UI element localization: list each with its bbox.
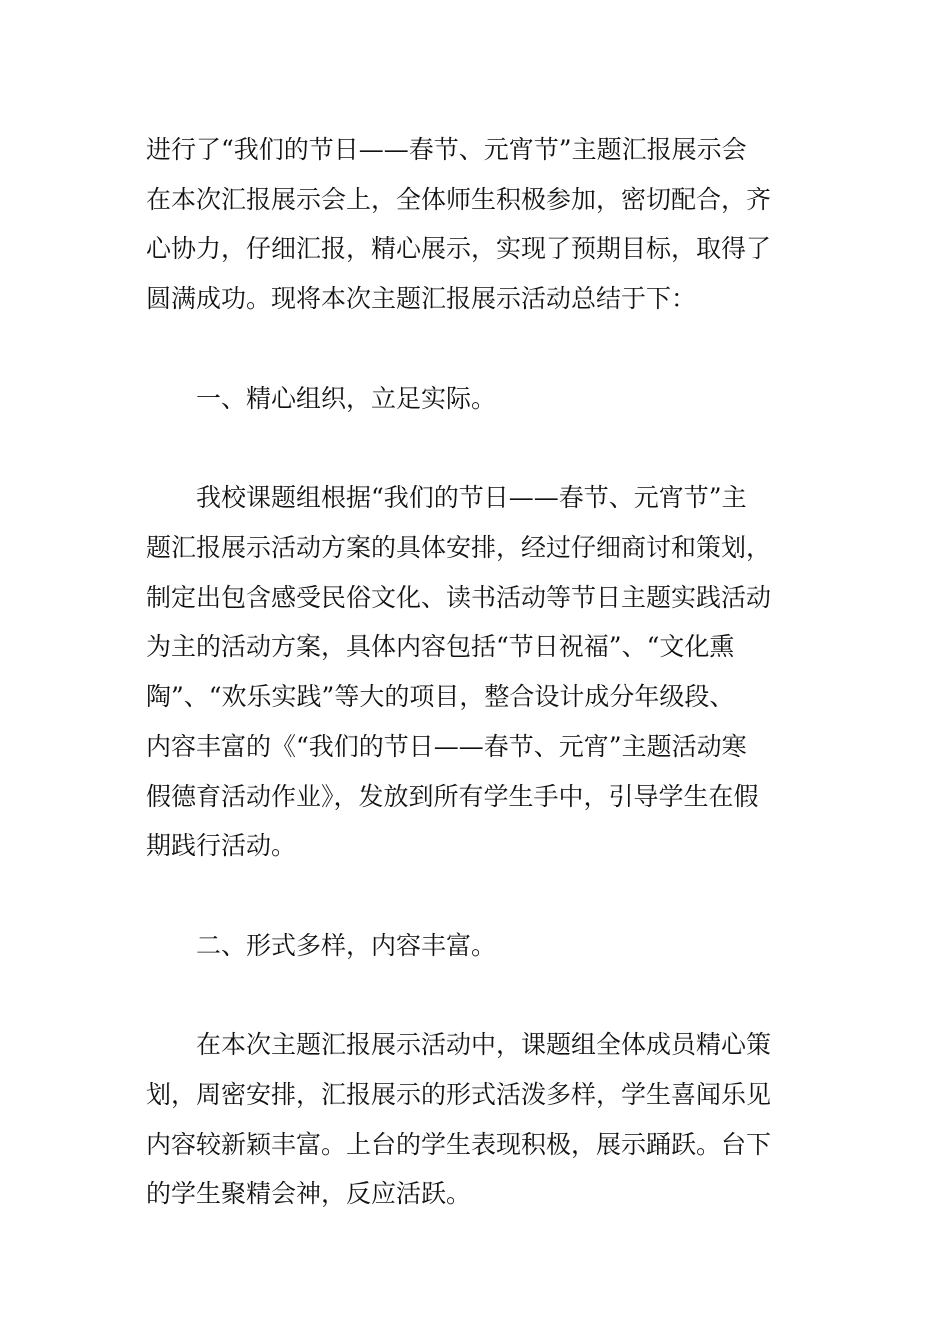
- text-line: 心协力，仔细汇报，精心展示，实现了预期目标，取得了: [146, 234, 772, 263]
- section-heading-1: 一、精心组织，立足实际。: [196, 384, 497, 413]
- text-line: 我校课题组根据“我们的节日——春节、元宵节”主: [196, 483, 747, 512]
- text-line: 划，周密安排，汇报展示的形式活泼多样，学生喜闻乐见: [146, 1080, 772, 1109]
- text-line: 圆满成功。现将本次主题汇报展示活动总结于下：: [146, 284, 697, 313]
- text-line: 的学生聚精会神，反应活跃。: [146, 1179, 472, 1208]
- text-line: 陶”、“欢乐实践”等大的项目，整合设计成分年级段、: [146, 682, 735, 711]
- text-line: 制定出包含感受民俗文化、读书活动等节日主题实践活动: [146, 583, 772, 612]
- text-line: 在本次汇报展示会上，全体师生积极参加，密切配合，齐: [146, 185, 772, 214]
- section-heading-2: 二、形式多样，内容丰富。: [196, 931, 497, 960]
- text-line: 内容较新颖丰富。上台的学生表现积极，展示踊跃。台下: [146, 1130, 772, 1159]
- text-line: 在本次主题汇报展示活动中，课题组全体成员精心策: [196, 1030, 772, 1059]
- text-line: 题汇报展示活动方案的具体安排，经过仔细商讨和策划，: [146, 533, 772, 562]
- text-line: 内容丰富的《“我们的节日——春节、元宵”主题活动寒: [146, 732, 747, 761]
- text-line: 假德育活动作业》，发放到所有学生手中，引导学生在假: [146, 782, 759, 811]
- text-line: 进行了“我们的节日——春节、元宵节”主题汇报展示会: [146, 135, 747, 164]
- text-line: 为主的活动方案，具体内容包括“节日祝福”、“文化熏: [146, 632, 735, 661]
- text-line: 期践行活动。: [146, 831, 297, 860]
